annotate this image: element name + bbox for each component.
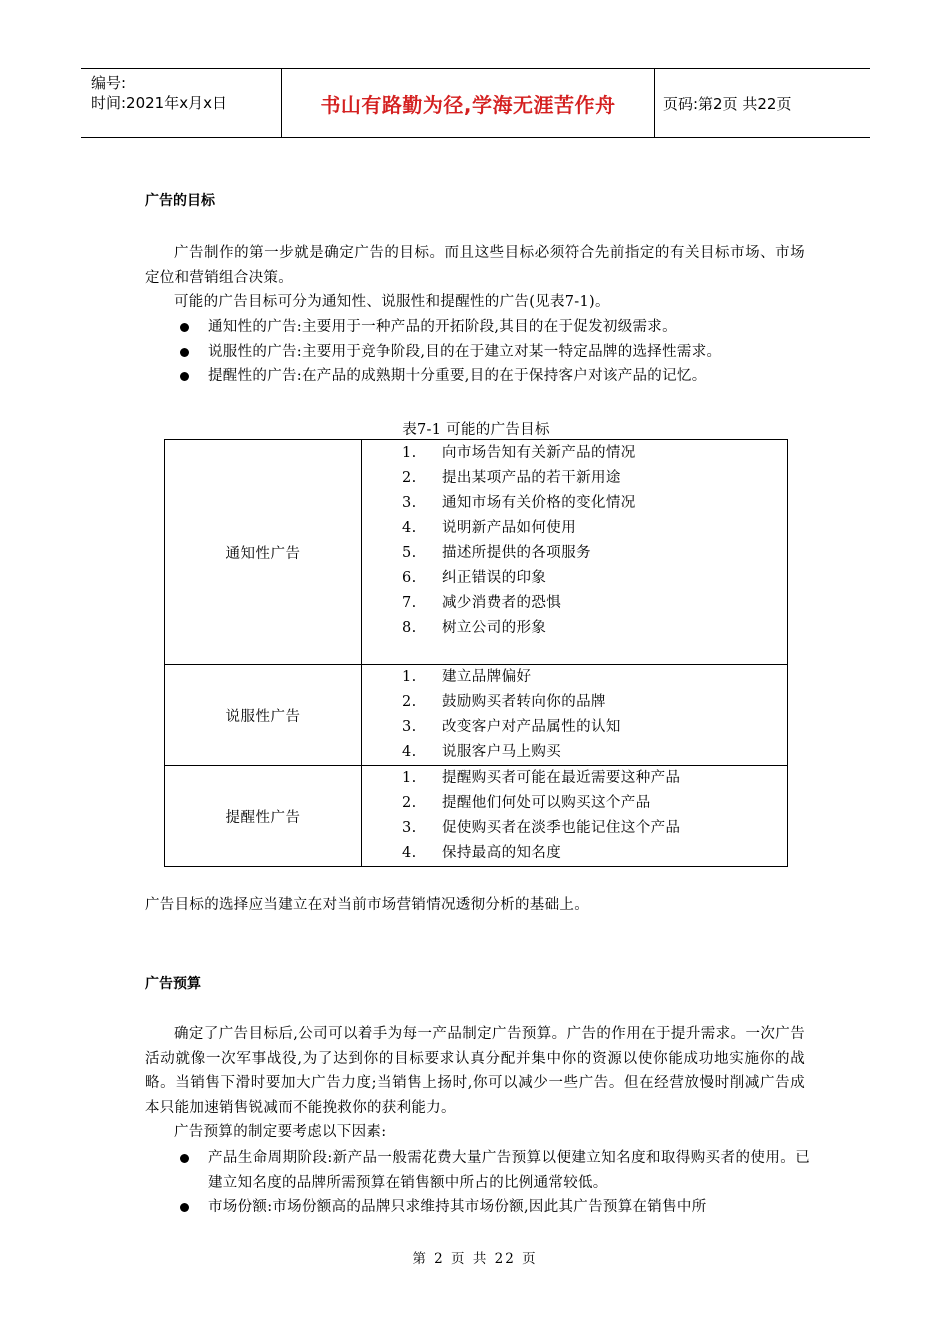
- header-motto: 书山有路勤为径,学海无涯苦作舟: [282, 69, 655, 137]
- list-item: 3. 促使购买者在淡季也能记住这个产品: [402, 820, 681, 836]
- header-info: [81, 69, 282, 137]
- list-item: 3. 通知市场有关价格的变化情况: [402, 495, 636, 511]
- advertising-objectives-table: [164, 439, 788, 867]
- items-cell: [362, 766, 788, 867]
- list-item: 4. 说服客户马上购买: [402, 744, 562, 760]
- bullet-item: 提醒性的广告:在产品的成熟期十分重要,目的在于保持客户对该产品的记忆。: [145, 364, 810, 389]
- list-item: 6. 纠正错误的印象: [402, 570, 547, 586]
- bullet-icon: [180, 348, 189, 357]
- list-item: 2. 提出某项产品的若干新用途: [402, 470, 621, 486]
- bullet-item: 市场份额:市场份额高的品牌只求维持其市场份额,因此其广告预算在销售中所: [145, 1195, 810, 1220]
- list-item: 1. 提醒购买者可能在最近需要这种产品: [402, 770, 681, 786]
- after-table-text: 广告目标的选择应当建立在对当前市场营销情况透彻分析的基础上。: [145, 897, 589, 913]
- paragraph: 广告制作的第一步就是确定广告的目标。而且这些目标必须符合先前指定的有关目标市场、市场定位和营销组合决策。: [145, 245, 805, 286]
- bullet-item: 产品生命周期阶段:新产品一般需花费大量广告预算以便建立知名度和取得购买者的使用。已建立知名度的品牌所需预算在销售额中所占的比例通常较低。: [145, 1146, 810, 1195]
- category-cell: 提醒性广告: [165, 766, 362, 867]
- after-table-text-block: [145, 893, 805, 918]
- bullet-icon: [180, 1203, 189, 1212]
- category-cell: 说服性广告: [165, 665, 362, 766]
- bullet-item: 通知性的广告:主要用于一种产品的开拓阶段,其目的在于促发初级需求。: [145, 315, 810, 340]
- table-caption: 表7-1 可能的广告目标: [402, 422, 550, 438]
- list-item: 2. 鼓励购买者转向你的品牌: [402, 694, 606, 710]
- paragraph: 广告预算的制定要考虑以下因素:: [174, 1124, 387, 1140]
- budget-bullet-list: [145, 1146, 810, 1220]
- list-item: 1. 向市场告知有关新产品的情况: [402, 445, 636, 461]
- section2-paragraphs: [145, 1022, 805, 1145]
- page-footer: 第 2 页 共 22 页: [412, 1251, 538, 1267]
- paragraph: 可能的广告目标可分为通知性、说服性和提醒性的广告(见表7-1)。: [174, 294, 610, 310]
- date-label: 时间:2021年x月x日: [91, 94, 227, 112]
- items-cell: [362, 665, 788, 766]
- bullet-item: 说服性的广告:主要用于竞争阶段,目的在于建立对某一特定品牌的选择性需求。: [145, 340, 810, 365]
- category-cell: 通知性广告: [165, 440, 362, 665]
- items-cell: [362, 440, 788, 665]
- section1-paragraphs: [145, 241, 805, 315]
- bullet-icon: [180, 372, 189, 381]
- list-item: 3. 改变客户对产品属性的认知: [402, 719, 621, 735]
- table-row: [165, 440, 788, 665]
- section-heading-objectives: 广告的目标: [145, 193, 215, 209]
- bullet-icon: [180, 323, 189, 332]
- page-header: [81, 68, 870, 138]
- document-number-label: 编号:: [91, 74, 127, 92]
- list-item: 8. 树立公司的形象: [402, 620, 547, 636]
- paragraph: 确定了广告目标后,公司可以着手为每一产品制定广告预算。广告的作用在于提升需求。一次广告活动就像一次军事战役,为了达到你的目标要求认真分配并集中你的资源以使你能成功地实施你的战略。当销售下滑时要加大广告力度;当销售上扬时,你可以减少一些广告。但在经营放慢时削减广告成本只能加速销售锐减而不能挽救你的获利能力。: [145, 1026, 805, 1116]
- table-row: [165, 665, 788, 766]
- bullet-icon: [180, 1154, 189, 1163]
- objective-bullet-list: [145, 315, 810, 389]
- header-page-number: 页码:第2页 共22页: [663, 94, 792, 113]
- list-item: 7. 减少消费者的恐惧: [402, 595, 562, 611]
- table-row: [165, 766, 788, 867]
- section-heading-budget: 广告预算: [145, 976, 201, 992]
- list-item: 1. 建立品牌偏好: [402, 669, 532, 685]
- list-item: 4. 保持最高的知名度: [402, 845, 562, 861]
- list-item: 5. 描述所提供的各项服务: [402, 545, 591, 561]
- list-item: 2. 提醒他们何处可以购买这个产品: [402, 795, 651, 811]
- list-item: 4. 说明新产品如何使用: [402, 520, 577, 536]
